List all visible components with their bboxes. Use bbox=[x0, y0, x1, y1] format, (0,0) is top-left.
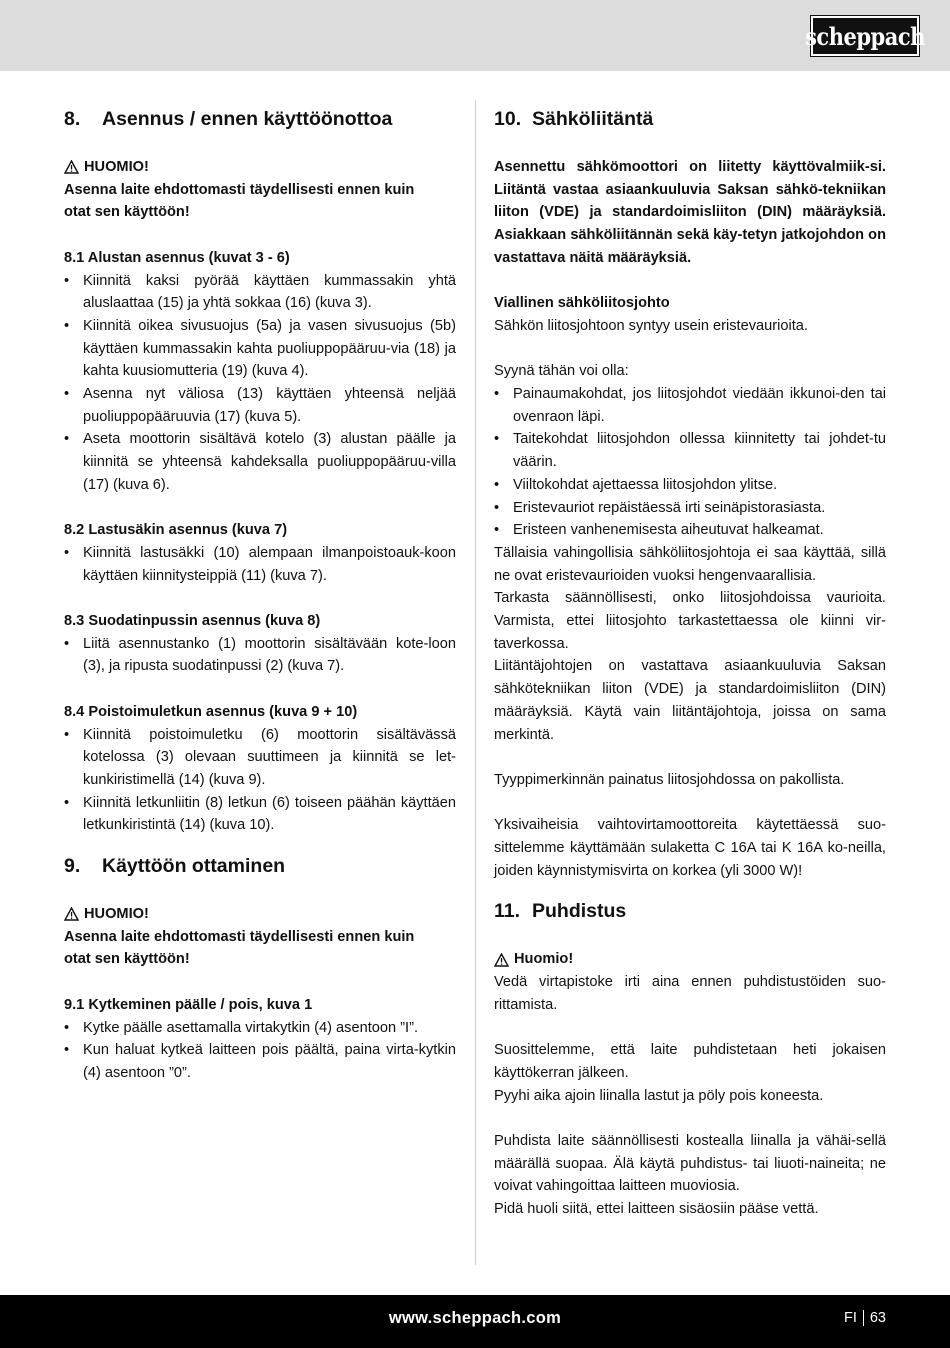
paragraph: Suosittelemme, että laite puhdistetaan heti jokaisen käyttökerran jälkeen. bbox=[494, 1042, 886, 1081]
section-8-heading bbox=[64, 104, 456, 134]
warning-text: Asenna laite ehdottomasti täydellisesti ennen kuin otat sen käyttöön! bbox=[64, 928, 415, 968]
subsection-title: Viallinen sähköliitosjohto bbox=[494, 295, 670, 312]
subsection-title: 8.1 Alustan asennus (kuvat 3 - 6) bbox=[64, 249, 290, 266]
list-item: • Viiltokohdat ajettaessa liitosjohdon ylitse. bbox=[494, 474, 886, 497]
section-9-heading bbox=[64, 851, 456, 881]
list-item: • Aseta moottorin sisältävä kotelo (3) alustan päälle ja kiinnitä se yhteensä kahdeksalla puoliuppopääruu-villa (17) (kuva 6). bbox=[64, 428, 456, 496]
paragraph: Tarkasta säännöllisesti, onko liitosjohdoissa vaurioita. Varmista, ettei liitosjohto tarkastettaessa ole kiinni vir-taverkossa. bbox=[494, 590, 886, 652]
right-column bbox=[494, 104, 886, 1221]
paragraph: Puhdista laite säännöllisesti kostealla liinalla ja vähäi-sellä määrällä suopaa. Älä käytä puhdistus- tai liuoti-naineita; ne voivat vahingoittaa laitteen muoviosia. bbox=[494, 1133, 886, 1195]
subsection-title: 8.3 Suodatinpussin asennus (kuva 8) bbox=[64, 613, 321, 630]
website-url: www.scheppach.com bbox=[388, 1309, 562, 1327]
language-code: FI bbox=[843, 1310, 857, 1326]
list-item: • Painaumakohdat, jos liitosjohdot viedään ikkunoi-den tai ovenraon läpi. bbox=[494, 383, 886, 428]
list-item: • Eristeen vanhenemisesta aiheutuvat halkeamat. bbox=[494, 519, 886, 542]
list-item: • Kun haluat kytkeä laitteen pois päältä, paina virta-kytkin (4) asentoon ”0”. bbox=[64, 1039, 456, 1084]
paragraph: Pidä huoli siitä, ettei laitteen sisäosiin pääse vettä. bbox=[494, 1201, 819, 1218]
subsection-title: 8.4 Poistoimuletkun asennus (kuva 9 + 10) bbox=[64, 703, 358, 720]
paragraph: Liitäntäjohtojen on vastattava asiaankuuluvia Saksan sähkötekniikan liiton (VDE) ja standardoimisliiton (DIN) määräyksiä. Käytä vain liitäntäjohtoja, joissa on sama merkintä. bbox=[494, 658, 886, 743]
logo-text: scheppach bbox=[805, 21, 925, 51]
list-item: • Kiinnitä poistoimuletku (6) moottorin sisältävässä kotelossa (3) olevaan suuttimeen ja kiinnitä se let-kunkiristimellä (14) (kuva 9). bbox=[64, 724, 456, 792]
paragraph: Tällaisia vahingollisia sähköliitosjohtoja ei saa käyttää, sillä ne ovat eristevaurioiden vuoksi hengenvaarallisia. bbox=[494, 544, 886, 584]
warning-triangle-icon bbox=[64, 160, 79, 174]
subsection-title: 8.2 Lastusäkin asennus (kuva 7) bbox=[64, 522, 288, 539]
list-item: • Kiinnitä letkunliitin (8) letkun (6) toiseen päähän käyttäen letkunkiristintä (14) (kuva 10). bbox=[64, 792, 456, 837]
page-indicator bbox=[844, 1310, 886, 1326]
warning-text: Vedä virtapistoke irti aina ennen puhdistustöiden suo-rittamista. bbox=[494, 974, 886, 1013]
list-item: • Eristevauriot repäistäessä irti seinäpistorasiasta. bbox=[494, 497, 886, 520]
section-title: Käyttöön ottaminen bbox=[102, 855, 286, 878]
paragraph: Pyyhi aika ajoin liinalla lastut ja pöly pois koneesta. bbox=[494, 1087, 824, 1104]
list-item: • Kytke päälle asettamalla virtakytkin (4) asentoon ”I”. bbox=[64, 1017, 456, 1040]
paragraph: Syynä tähän voi olla: bbox=[494, 363, 629, 380]
warning-label: Huomio! bbox=[494, 948, 886, 971]
section-number: 8. bbox=[64, 108, 81, 130]
section-title: Puhdistus bbox=[532, 900, 627, 923]
warning-label: HUOMIO! bbox=[64, 903, 456, 926]
warning-triangle-icon bbox=[494, 953, 509, 967]
section-title: Sähköliitäntä bbox=[532, 108, 654, 130]
paragraph: Sähkön liitosjohtoon syntyy usein eristevaurioita. bbox=[494, 317, 808, 334]
paragraph: Yksivaiheisia vaihtovirtamoottoreita käytettäessä suo-sittelemme käyttämään sulaketta C 16A tai K 16A ko-neilla, joiden käynnistymisvirta on korkea (yli 3000 W)! bbox=[494, 817, 886, 879]
brand-logo bbox=[805, 16, 925, 56]
warning-triangle-icon bbox=[64, 907, 79, 921]
warning-label: HUOMIO! bbox=[64, 156, 456, 179]
page-number: 63 bbox=[869, 1310, 886, 1326]
section-number: 9. bbox=[64, 855, 81, 878]
footer bbox=[0, 1295, 950, 1348]
list-item: • Kiinnitä lastusäkki (10) alempaan ilmanpoistoauk-koon käyttäen kiinnitysteippiä (11) (kuva 7). bbox=[64, 542, 456, 587]
list-item: • Kiinnitä kaksi pyörää käyttäen kummassakin yhtä aluslaattaa (15) ja yhtä sokkaa (16) (kuva 3). bbox=[64, 270, 456, 315]
section-number: 11. bbox=[494, 900, 521, 923]
section-title: Asennus / ennen käyttöönottoa bbox=[102, 108, 393, 130]
separator bbox=[863, 1310, 864, 1326]
warning-text: Asenna laite ehdottomasti täydellisesti ennen kuin otat sen käyttöön! bbox=[64, 181, 415, 221]
section-11-heading bbox=[494, 896, 886, 926]
left-column bbox=[64, 104, 456, 1085]
list-item: • Liitä asennustanko (1) moottorin sisältävään kote-loon (3), ja ripusta suodatinpussi (2) (kuva 7). bbox=[64, 633, 456, 678]
list-item: • Taitekohdat liitosjohdon ollessa kiinnitetty tai johdet-tu väärin. bbox=[494, 428, 886, 473]
subsection-title: 9.1 Kytkeminen päälle / pois, kuva 1 bbox=[64, 996, 313, 1013]
list-item: • Kiinnitä oikea sivusuojus (5a) ja vasen sivusuojus (5b) käyttäen kummassakin kahta puoliuppopääruu-via (18) ja kahta kuusiomutteria (19) (kuva 4). bbox=[64, 315, 456, 383]
list-item: • Asenna nyt väliosa (13) käyttäen yhteensä neljää puoliuppopääruuvia (17) (kuva 5). bbox=[64, 383, 456, 428]
paragraph: Tyyppimerkinnän painatus liitosjohdossa on pakollista. bbox=[494, 771, 845, 788]
section-10-heading bbox=[494, 104, 886, 134]
intro-paragraph: Asennettu sähkömoottori on liitetty käyttövalmiik-si. Liitäntä vastaa asiaankuuluvia Saksan sähkö-tekniikan liiton (VDE) ja standardoimisliiton (DIN) määräyksiä. Asiakkaan sähköliitännän sekä käy-tetyn jatkojohdon on vastattava näitä määräyksiä. bbox=[494, 159, 886, 266]
section-number: 10. bbox=[494, 108, 522, 130]
column-divider bbox=[475, 100, 476, 1265]
